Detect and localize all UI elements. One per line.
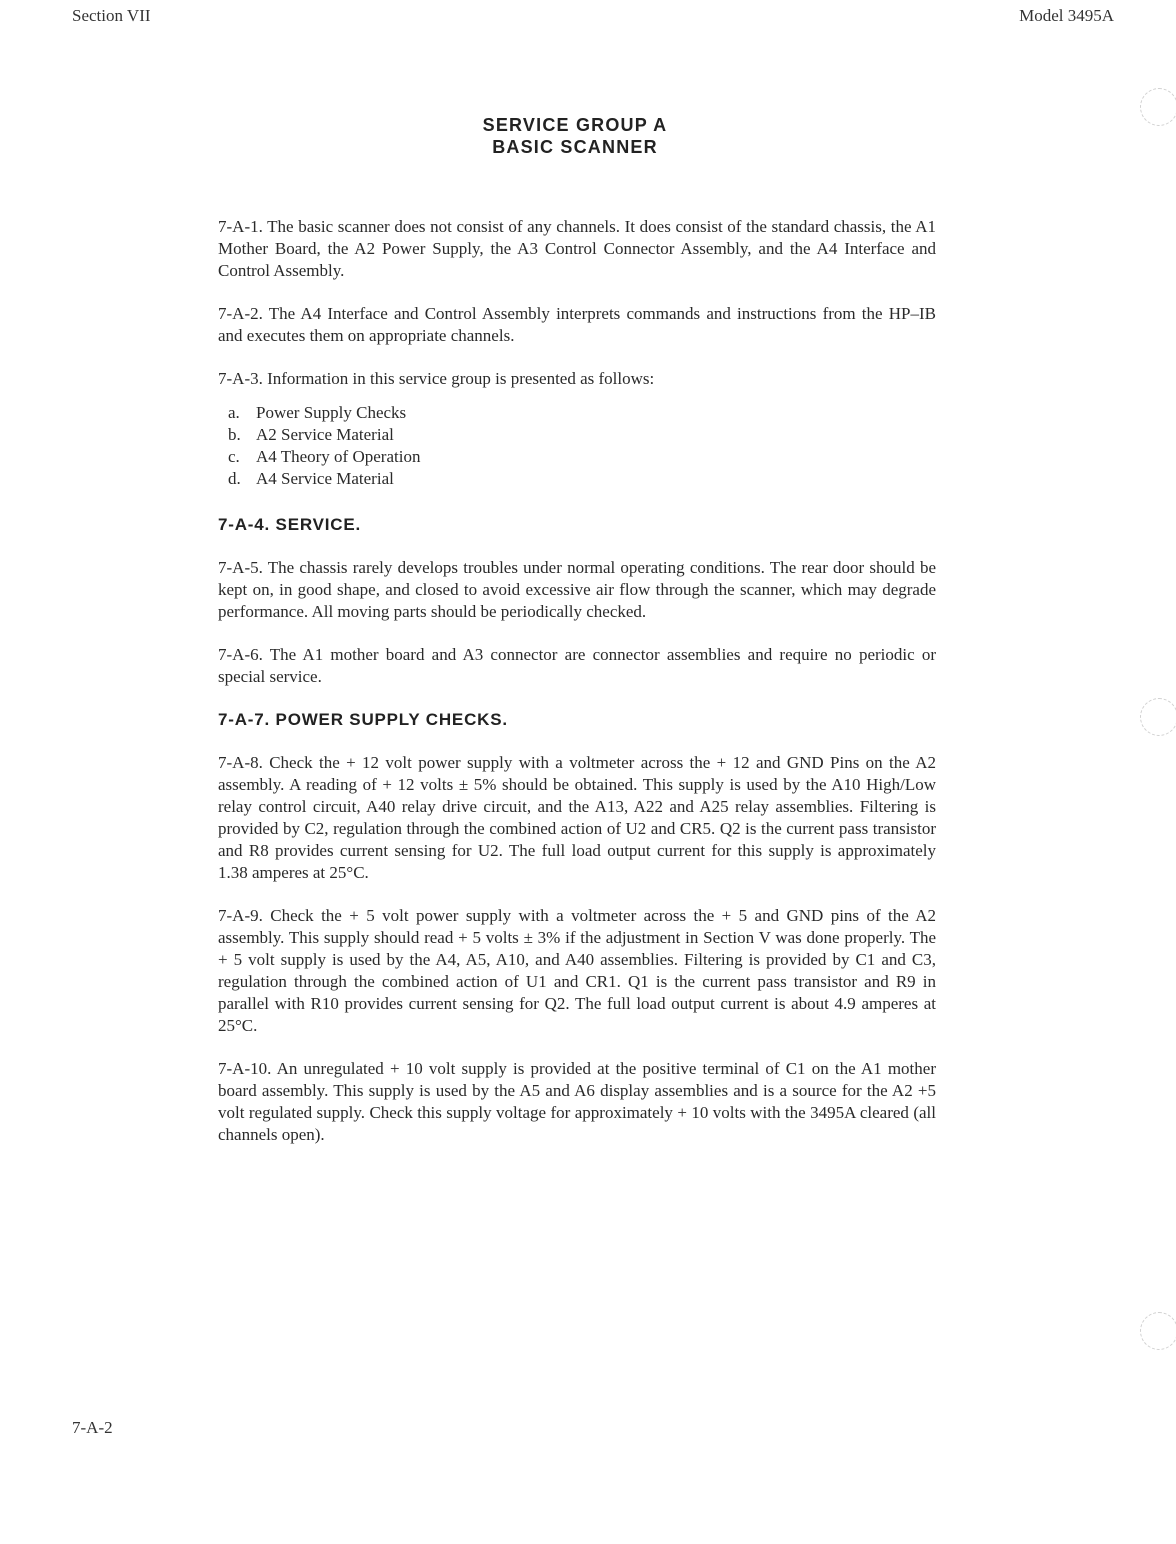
paragraph-7-a-2: 7-A-2. The A4 Interface and Control Assembly interprets commands and instructions from the HP–IB and executes them on appropriate channels. [218,304,936,345]
heading-power-supply-checks: 7-A-7. POWER SUPPLY CHECKS. [218,710,508,729]
paragraph-7-a-1: 7-A-1. The basic scanner does not consist of any channels. It does consist of the standard chassis, the A1 Mother Board, the A2 Power Supply, the A3 Control Connector Assembly, and the A4 Interface and Control Assembly. [218,217,936,280]
list-item-text: Power Supply Checks [256,403,407,422]
page-title [0,114,1150,158]
paragraph-7-a-9: 7-A-9. Check the + 5 volt power supply with a voltmeter across the + 5 and GND pins of the A2 assembly. This supply should read + 5 volts ± 3% if the adjustment in Section V was done properly. The + 5 volt supply is used by the A4, A5, A10, and A40 assemblies. Filtering is provided by C1 and C3, regulation through the combined action of U1 and CR1. Q1 is the current pass transistor and R9 in parallel with R10 provides current sensing for Q2. The full load output current is about 4.9 amperes at 25°C. [218,906,936,1035]
binder-hole-icon [1140,1312,1176,1350]
list-item-text: A2 Service Material [256,425,394,444]
list-item-text: A4 Theory of Operation [256,447,421,466]
list-item [228,402,936,424]
binder-hole-icon [1140,88,1176,126]
list-item-label: a. [228,403,240,422]
title-line-1: SERVICE GROUP A [482,115,668,135]
paragraph-7-a-8: 7-A-8. Check the + 12 volt power supply with a voltmeter across the + 12 and GND Pins on the A2 assembly. A reading of + 12 volts ± 5% should be obtained. This supply is used by the A10 High/Low relay control circuit, A40 relay drive circuit, and the A13, A22 and A25 relay assemblies. Filtering is provided by C2, regulation through the combined action of U2 and CR5. Q2 is the current pass transistor and R8 provides current sensing for U2. The full load output current for this supply is approximately 1.38 amperes at 25°C. [218,753,936,882]
model-label: Model 3495A [1019,6,1114,25]
paragraph-7-a-5: 7-A-5. The chassis rarely develops troubles under normal operating conditions. The rear door should be kept on, in good shape, and closed to avoid excessive air flow through the scanner, which may degrade performance. All moving parts should be periodically checked. [218,558,936,621]
paragraph-7-a-3: 7-A-3. Information in this service group is presented as follows: [218,369,655,388]
paragraph-7-a-6: 7-A-6. The A1 mother board and A3 connector are connector assemblies and require no periodic or special service. [218,645,936,686]
list-item [228,446,936,468]
paragraph-7-a-10: 7-A-10. An unregulated + 10 volt supply is provided at the positive terminal of C1 on the A1 mother board assembly. This supply is used by the A5 and A6 display assemblies and is a source for the A2 +5 volt regulated supply. Check this supply voltage for approximately + 10 volts with the 3495A cleared (all channels open). [218,1059,936,1144]
page-number: 7-A-2 [72,1418,113,1437]
list-item-label: b. [228,425,241,444]
contents-list [228,402,936,490]
document-body [218,216,936,1167]
heading-service: 7-A-4. SERVICE. [218,515,362,534]
list-item [228,468,936,490]
list-item-label: c. [228,447,240,466]
list-item-label: d. [228,469,241,488]
title-line-2: BASIC SCANNER [492,137,658,157]
binder-hole-icon [1140,698,1176,736]
list-item-text: A4 Service Material [256,469,394,488]
section-label: Section VII [72,6,151,25]
list-item [228,424,936,446]
